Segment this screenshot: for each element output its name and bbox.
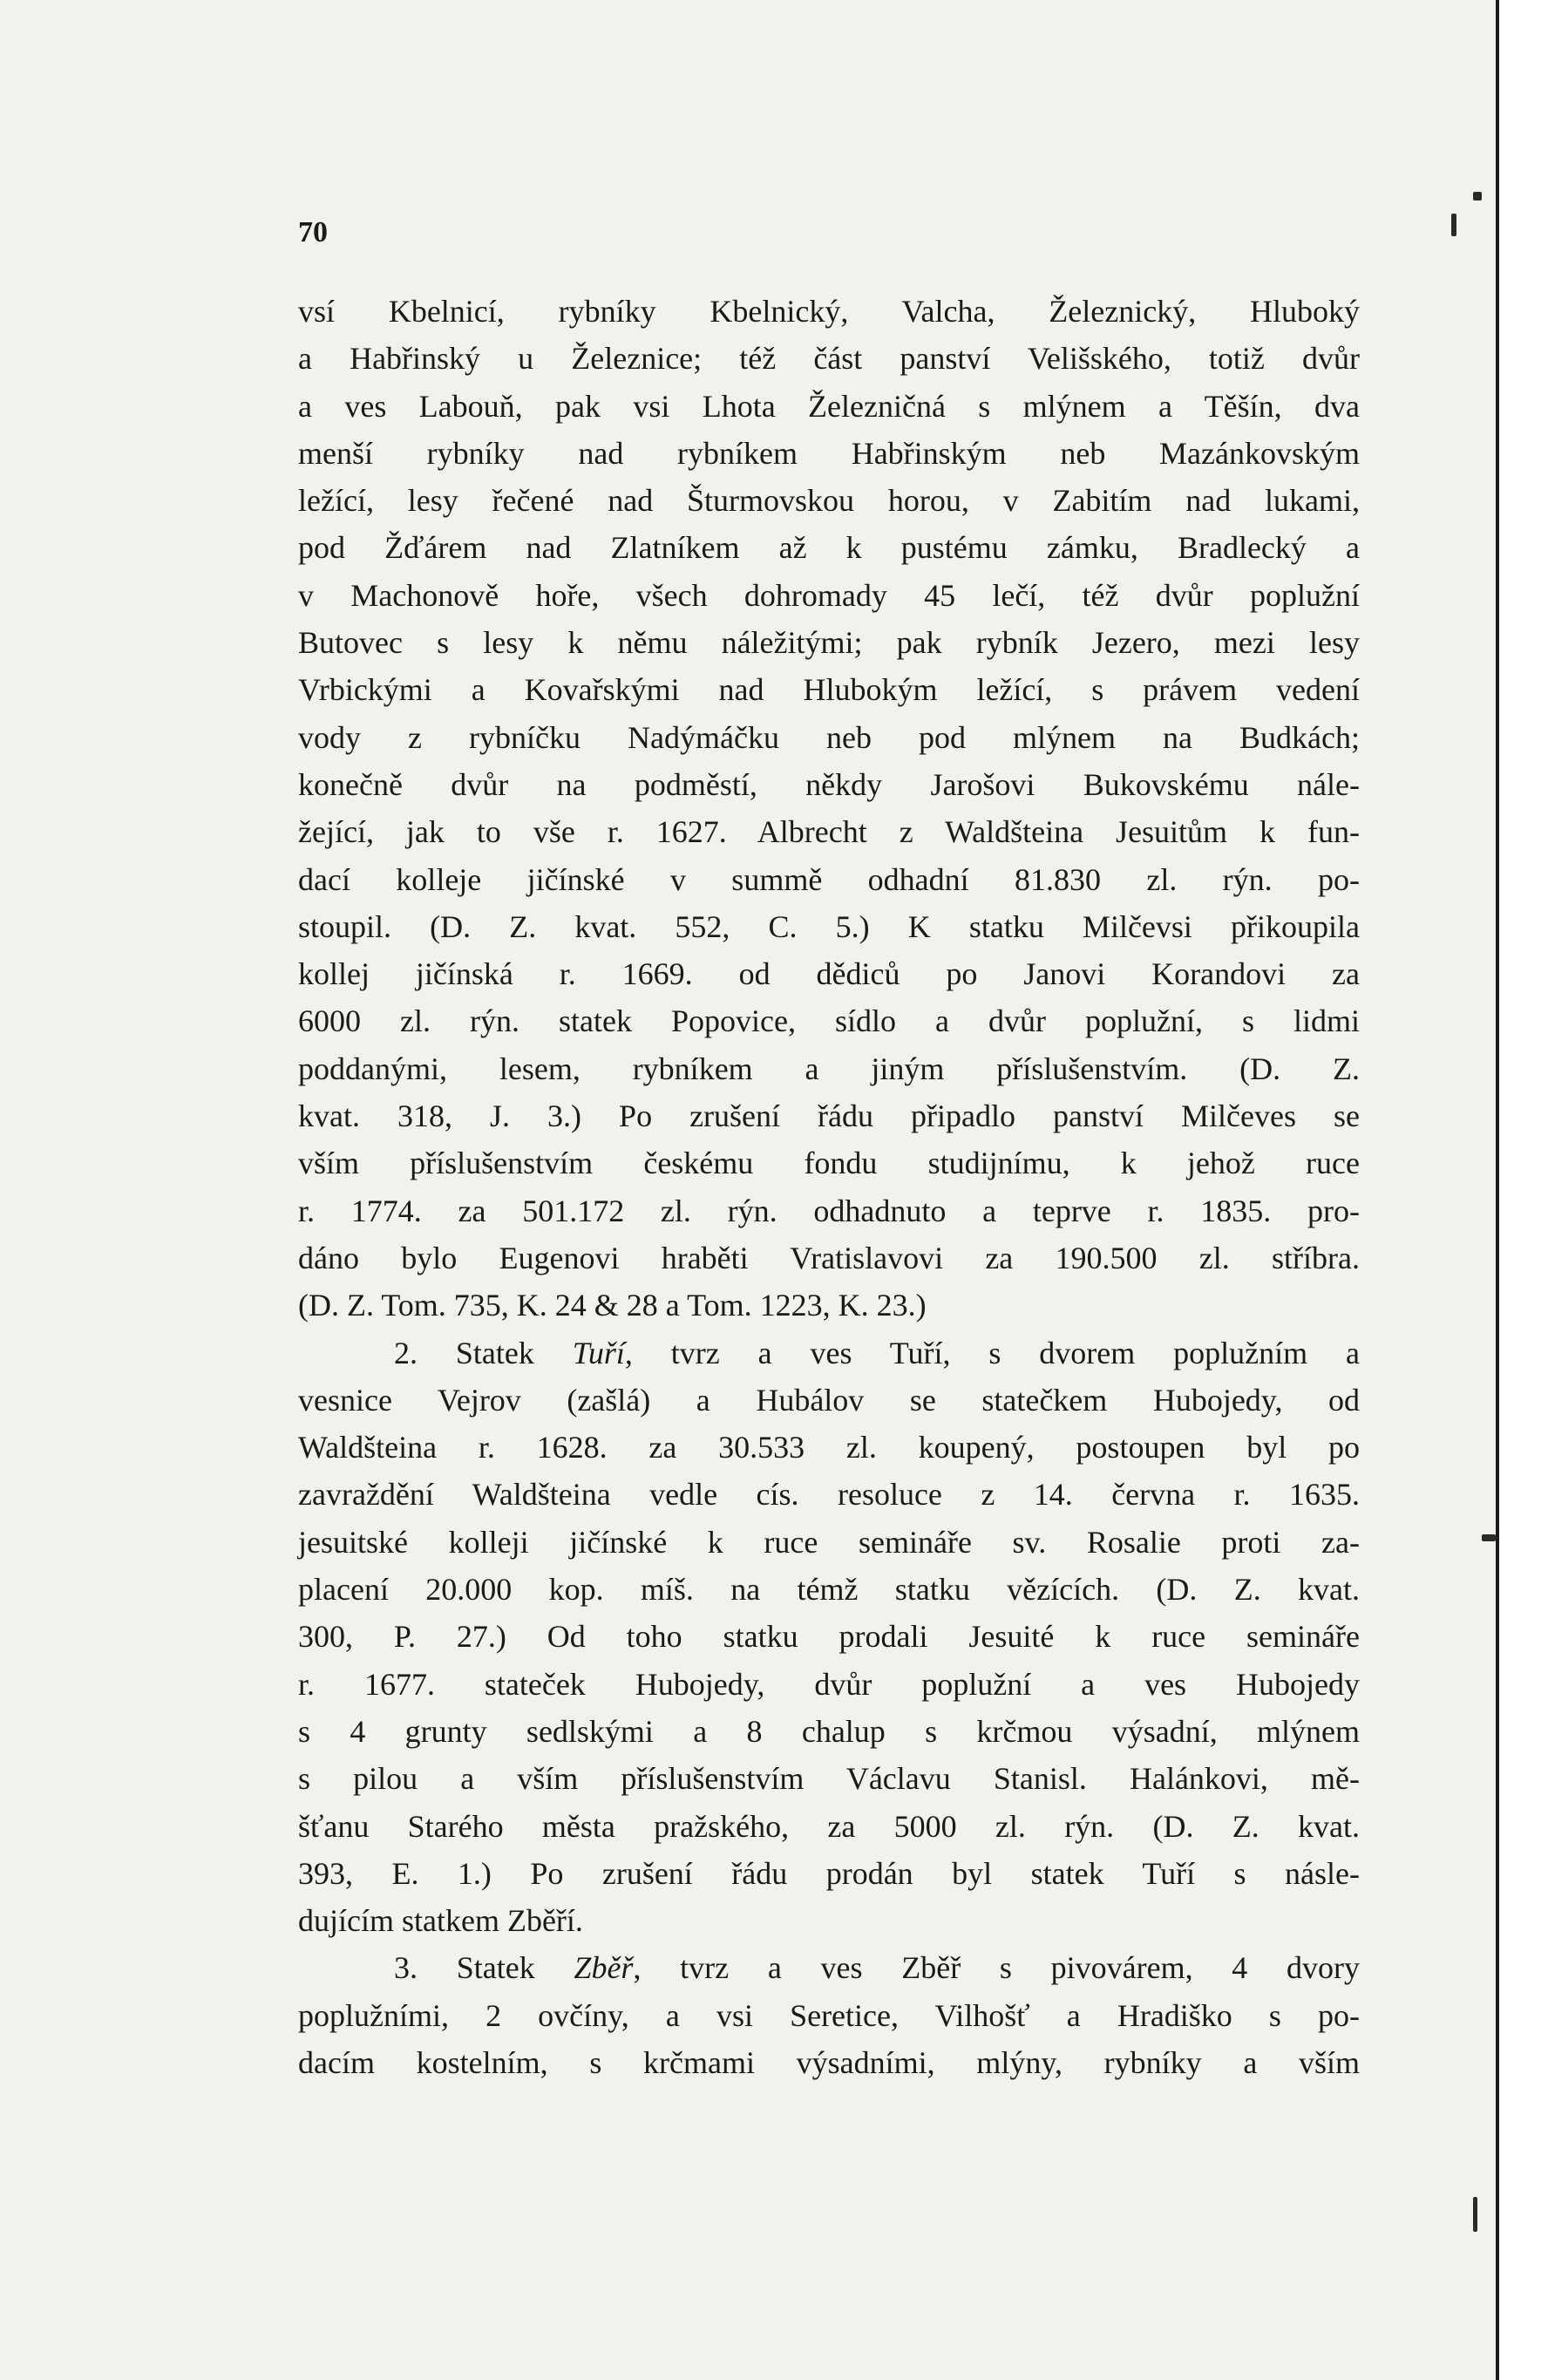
text-line: vesnice Vejrov (zašlá) a Hubálov se statečkem Hubojedy, od bbox=[298, 1382, 1360, 1418]
text-line: dací kolleje jičínské v summě odhadní 81.830 zl. rýn. po- bbox=[298, 861, 1360, 897]
text-line: šťanu Starého města pražského, za 5000 zl. rýn. (D. Z. kvat. bbox=[298, 1808, 1360, 1844]
scan-speck bbox=[1473, 2197, 1477, 2232]
section-3-lead: , tvrz a ves Zběř s pivovárem, 4 dvory bbox=[633, 1950, 1361, 1986]
text-line: zavraždění Waldšteina vedle cís. resoluce z 14. června r. 1635. bbox=[298, 1477, 1360, 1513]
text-line: (D. Z. Tom. 735, K. 24 & 28 a Tom. 1223, K. 23.) bbox=[298, 1288, 927, 1323]
text-line: s 4 grunty sedlskými a 8 chalup s krčmou výsadní, mlýnem bbox=[298, 1713, 1360, 1749]
text-line: a ves Labouň, pak vsi Lhota Železničná s mlýnem a Těšín, dva bbox=[298, 388, 1360, 424]
section-3-number: 3. Statek bbox=[394, 1950, 535, 1986]
text-line: žející, jak to vše r. 1627. Albrecht z Waldšteina Jesuitům k fun- bbox=[298, 814, 1360, 850]
scan-speck bbox=[1473, 192, 1482, 201]
scan-speck bbox=[1451, 214, 1456, 236]
text-line: vsí Kbelnicí, rybníky Kbelnický, Valcha, Železnický, Hluboký bbox=[298, 294, 1360, 329]
text-line: s pilou a vším příslušenstvím Václavu Stanisl. Halánkovi, mě- bbox=[298, 1761, 1360, 1797]
text-line: Butovec s lesy k němu náležitými; pak rybník Jezero, mezi lesy bbox=[298, 625, 1360, 661]
section-3-name: Zběř bbox=[574, 1950, 634, 1986]
text-line: 300, P. 27.) Od toho statku prodali Jesuité k ruce semináře bbox=[298, 1619, 1360, 1655]
text-line: kvat. 318, J. 3.) Po zrušení řádu připadlo panství Milčeves se bbox=[298, 1098, 1360, 1134]
text-line: Waldšteina r. 1628. za 30.533 zl. koupený, postoupen byl po bbox=[298, 1430, 1360, 1465]
text-line: pod Žďárem nad Zlatníkem až k pustému zámku, Bradlecký a bbox=[298, 530, 1360, 566]
text-line: a Habřinský u Železnice; též část panství Velišského, totiž dvůr bbox=[298, 341, 1360, 377]
text-line: dujícím statkem Zběří. bbox=[298, 1903, 583, 1939]
text-line: poplužními, 2 ovčíny, a vsi Seretice, Vilhošť a Hradiško s po- bbox=[298, 1997, 1360, 2033]
text-line: jesuitské kolleji jičínské k ruce semináře sv. Rosalie proti za- bbox=[298, 1524, 1360, 1560]
text-line: ležící, lesy řečené nad Šturmovskou horou, v Zabitím nad lukami, bbox=[298, 483, 1360, 519]
text-line: vody z rybníčku Nadýmáčku neb pod mlýnem na Budkách; bbox=[298, 719, 1360, 755]
section-2-lead: , tvrz a ves Tuří, s dvorem poplužním a bbox=[624, 1335, 1360, 1370]
section-2-name: Tuří bbox=[572, 1335, 625, 1370]
text-line: r. 1677. stateček Hubojedy, dvůr poplužní a ves Hubojedy bbox=[298, 1666, 1360, 1702]
text-line: stoupil. (D. Z. kvat. 552, C. 5.) K statku Milčevsi přikoupila bbox=[298, 908, 1360, 944]
text-line: konečně dvůr na podměstí, někdy Jarošovi Bukovskému nále- bbox=[298, 766, 1360, 802]
text-line: menší rybníky nad rybníkem Habřinským neb Mazánkovským bbox=[298, 435, 1360, 471]
scan-margin bbox=[1496, 0, 1548, 2380]
text-line: dacím kostelním, s krčmami výsadními, mlýny, rybníky a vším bbox=[298, 2044, 1360, 2080]
section-2-heading-line bbox=[298, 1329, 1360, 1377]
section-2-number: 2. Statek bbox=[394, 1335, 534, 1370]
text-line: kollej jičínská r. 1669. od dědiců po Janovi Korandovi za bbox=[298, 956, 1360, 992]
section-3-heading-line bbox=[298, 1944, 1360, 1991]
text-line: dáno bylo Eugenovi hraběti Vratislavovi za 190.500 zl. stříbra. bbox=[298, 1240, 1360, 1275]
text-line: 6000 zl. rýn. statek Popovice, sídlo a dvůr poplužní, s lidmi bbox=[298, 1003, 1360, 1039]
text-line: placení 20.000 kop. míš. na témž statku vězících. (D. Z. kvat. bbox=[298, 1572, 1360, 1608]
text-line: v Machonově hoře, všech dohromady 45 lečí, též dvůr poplužní bbox=[298, 577, 1360, 613]
page-number: 70 bbox=[298, 216, 328, 248]
scan-speck bbox=[1482, 1534, 1496, 1541]
text-line: poddanými, lesem, rybníkem a jiným příslušenstvím. (D. Z. bbox=[298, 1051, 1360, 1086]
page-edge bbox=[1496, 0, 1499, 2380]
text-line: Vrbickými a Kovařskými nad Hlubokým ležící, s právem vedení bbox=[298, 672, 1360, 708]
text-line: vším příslušenstvím českému fondu studijnímu, k jehož ruce bbox=[298, 1146, 1360, 1181]
text-line: r. 1774. za 501.172 zl. rýn. odhadnuto a teprve r. 1835. pro- bbox=[298, 1193, 1360, 1228]
text-line: 393, E. 1.) Po zrušení řádu prodán byl statek Tuří s násle- bbox=[298, 1855, 1360, 1891]
body-text bbox=[298, 288, 1360, 2086]
